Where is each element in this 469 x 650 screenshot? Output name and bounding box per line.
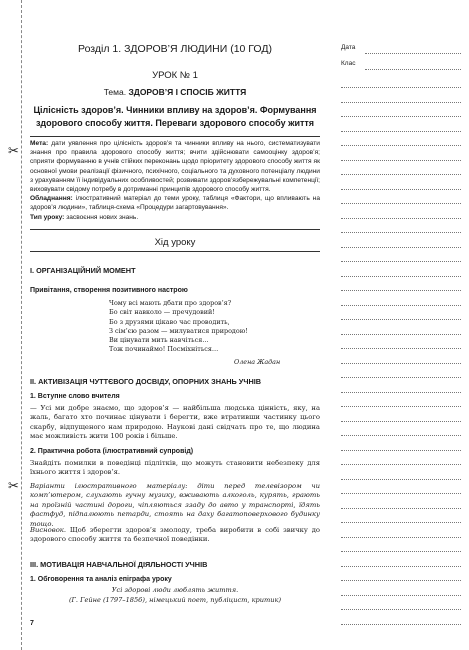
conclusion-label: Висновок. bbox=[30, 526, 67, 534]
subsection-2-heading: 2. Практична робота (ілюстративний супровід) bbox=[30, 448, 194, 455]
section-2-heading: II. АКТИВІЗАЦІЯ ЧУТТЄВОГО ДОСВІДУ, ОПОРНИХ ЗНАНЬ УЧНІВ bbox=[30, 377, 262, 386]
scissors-icon: ✂ bbox=[8, 143, 19, 158]
poem-line: З сім’єю разом — милуватися природою! bbox=[109, 326, 248, 335]
note-line[interactable] bbox=[341, 290, 461, 291]
epigraph-quote: Усі здорові люди люблять життя. bbox=[111, 586, 239, 594]
note-line[interactable] bbox=[341, 116, 461, 117]
conclusion-text: Щоб зберегти здоров’я змолоду, треба виробити в собі звичку до здорового способу життя та безпечної поведінки. bbox=[30, 526, 320, 544]
task-paragraph: Знайдіть помилки в поведінці підлітків, що можуть становити небезпеку для їхнього життя і здоров’я. bbox=[30, 459, 320, 477]
poem-author: Олена Жадан bbox=[234, 358, 281, 366]
note-line[interactable] bbox=[341, 348, 461, 349]
poem-line: Ви цінувати мить навчіться… bbox=[109, 336, 209, 345]
topic-line bbox=[30, 87, 320, 97]
topic-text: ЗДОРОВ’Я І СПОСІБ ЖИТТЯ bbox=[128, 87, 247, 97]
note-line[interactable] bbox=[341, 392, 461, 393]
subsection-1-heading: 1. Вступне слово вчителя bbox=[30, 393, 120, 400]
note-line[interactable] bbox=[341, 160, 461, 161]
cut-line bbox=[21, 0, 22, 650]
note-line[interactable] bbox=[341, 566, 461, 567]
note-line[interactable] bbox=[341, 276, 461, 277]
note-line[interactable] bbox=[341, 131, 461, 132]
note-line[interactable] bbox=[341, 319, 461, 320]
subsection-3-heading: 1. Обговорення та аналіз епіграфа уроку bbox=[30, 576, 172, 583]
poem-line: Бо з друзями цікаво час проводить, bbox=[109, 317, 230, 326]
note-line[interactable] bbox=[341, 537, 461, 538]
note-line[interactable] bbox=[341, 508, 461, 509]
note-line[interactable] bbox=[341, 232, 461, 233]
lesson-number: УРОК № 1 bbox=[152, 70, 198, 81]
topic-label: Тема. bbox=[103, 87, 129, 97]
note-line[interactable] bbox=[341, 377, 461, 378]
goal-label: Мета: bbox=[30, 140, 49, 147]
class-label: Клас bbox=[341, 60, 356, 67]
scissors-icon: ✂ bbox=[8, 478, 19, 493]
lesson-goals bbox=[30, 139, 320, 222]
note-line[interactable] bbox=[341, 247, 461, 248]
note-line[interactable] bbox=[341, 189, 461, 190]
poem bbox=[109, 299, 248, 355]
note-line[interactable] bbox=[341, 218, 461, 219]
date-field-line[interactable] bbox=[365, 53, 461, 54]
course-heading: Хід уроку bbox=[154, 237, 196, 248]
type-label: Тип уроку: bbox=[30, 213, 65, 221]
greeting-heading: Привітання, створення позитивного настрою bbox=[30, 287, 188, 294]
poem-line: Тож починаймо! Посміхніться… bbox=[109, 345, 219, 354]
note-line[interactable] bbox=[341, 102, 461, 103]
note-line[interactable] bbox=[341, 435, 461, 436]
note-line[interactable] bbox=[341, 421, 461, 422]
divider bbox=[30, 251, 320, 252]
equipment-label: Обладнання: bbox=[30, 195, 73, 203]
note-line[interactable] bbox=[341, 174, 461, 175]
note-line[interactable] bbox=[341, 87, 461, 88]
type-text: засвоєння нових знань. bbox=[66, 213, 139, 221]
note-line[interactable] bbox=[341, 450, 461, 451]
epigraph-author: (Г. Гейне (1797–1856), німецький поет, публіцист, критик) bbox=[68, 596, 282, 604]
note-line[interactable] bbox=[341, 334, 461, 335]
conclusion-paragraph bbox=[30, 526, 320, 545]
poem-line: Чому всі мають дбати про здоров’я? bbox=[109, 299, 232, 307]
section-title: Розділ 1. ЗДОРОВ’Я ЛЮДИНИ (10 ГОД) bbox=[78, 43, 272, 55]
intro-paragraph: — Усі ми добре знаємо, що здоров’я — найбільша людська цінність, яку, на жаль, багато хто починає цінувати і берегти, вже втративши частинку цього скарбу, відпущеного нам природою. Наукові дані свідчать про те, що людина має можливість жити 100 років і більше. bbox=[30, 404, 320, 441]
note-line[interactable] bbox=[341, 522, 461, 523]
illustration-variants: Варіанти ілюстративного матеріалу: діти перед телевізором чи комп’ютером, слухають гучну музику, вживають алкоголь, курять, грають на проїзній частині дороги, чіпляються ззаду до авто у транспорті, їдять фастфуд, підпалюють петарди, стоять на даху багатоповерхового будинку тощо. bbox=[30, 482, 320, 528]
lesson-subtitle: Цілісність здоров’я. Чинники впливу на здоров’я. Формування здорового способу життя. Переваги здорового способу життя bbox=[33, 105, 317, 128]
note-line[interactable] bbox=[341, 406, 461, 407]
page-number: 7 bbox=[30, 620, 34, 627]
note-line[interactable] bbox=[341, 609, 461, 610]
divider bbox=[30, 229, 320, 230]
date-label: Дата bbox=[341, 44, 356, 51]
note-line[interactable] bbox=[341, 479, 461, 480]
note-line[interactable] bbox=[341, 261, 461, 262]
note-line[interactable] bbox=[341, 595, 461, 596]
goal-text: дати уявлення про цілісність здоров’я та чинники впливу на нього, систематизувати знання про правила здорового способу життя; вчити здійснювати самооцінку здоров’я; сприяти формуванню в учнів стійких переконань щодо пріоритету здорового способу життя як основної умови реалізації фізичного, психічного, соціального та духовного потенціалу людини з урахуванням її індивідуальних особливостей; розвивати здоров’язбережувальні компетенції; виховувати свідому потребу в дотриманні принципів здорового способу життя. bbox=[30, 140, 320, 194]
note-line[interactable] bbox=[341, 624, 461, 625]
note-line[interactable] bbox=[341, 305, 461, 306]
divider bbox=[30, 136, 320, 137]
poem-line: Бо світ навколо — пречудовий! bbox=[109, 308, 215, 317]
class-field-line[interactable] bbox=[365, 69, 461, 70]
note-line[interactable] bbox=[341, 203, 461, 204]
note-line[interactable] bbox=[341, 493, 461, 494]
equipment-text: ілюстративний матеріал до теми уроку, таблиця «Фактори, що впливають на здоров’я людини», таблиця-схема «Процедури загартовування». bbox=[30, 195, 320, 212]
note-line[interactable] bbox=[341, 551, 461, 552]
note-line[interactable] bbox=[341, 145, 461, 146]
note-line[interactable] bbox=[341, 580, 461, 581]
section-3-heading: III. МОТИВАЦІЯ НАВЧАЛЬНОЇ ДІЯЛЬНОСТІ УЧНІВ bbox=[30, 560, 208, 569]
section-1-heading: I. ОРГАНІЗАЦІЙНИЙ МОМЕНТ bbox=[30, 266, 136, 275]
note-line[interactable] bbox=[341, 363, 461, 364]
note-line[interactable] bbox=[341, 464, 461, 465]
